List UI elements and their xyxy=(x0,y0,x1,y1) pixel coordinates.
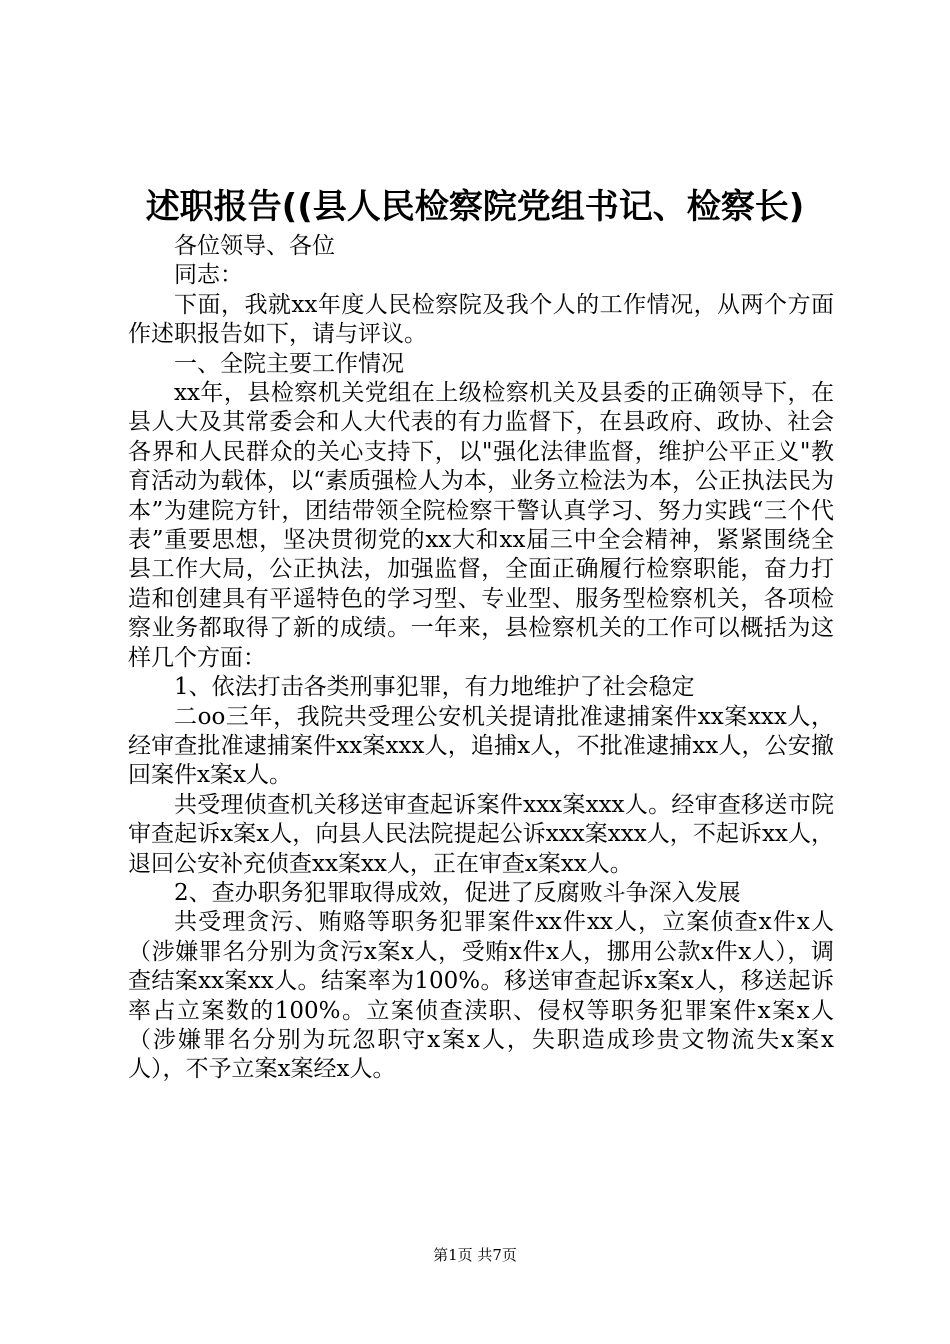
body-paragraph: xx年，县检察机关党组在上级检察机关及县委的正确领导下，在县人大及其常委会和人大代表的有力监督下，在县政府、政协、社会各界和人民群众的关心支持下，以"强化法律监督，维护公平正义"教育活动为载体，以“素质强检人为本，业务立检法为本，公正执法民为本”为建院方针，团结带领全院检察干警认真学习、努力实践“三个代表”重要思想，坚决贯彻党的xx大和xx届三中全会精神，紧紧围绕全县工作大局，公正执法，加强监督，全面正确履行检察职能，奋力打造和创建具有平遥特色的学习型、专业型、服务型检察机关，各项检察业务都取得了新的成绩。一年来，县检察机关的工作可以概括为这样几个方面： xyxy=(128,380,834,671)
document-body xyxy=(128,232,834,1085)
page-footer: 第1页 共7页 xyxy=(433,1246,517,1264)
body-paragraph: 共受理侦查机关移送审查起诉案件xxx案xxx人。经审查移送市院审查起诉x案x人，向县人民法院提起公诉xxx案xxx人，不起诉xx人，退回公安补充侦查xx案xx人，正在审查x案xx人。 xyxy=(128,791,834,877)
body-paragraph: 下面，我就xx年度人民检察院及我个人的工作情况，从两个方面作述职报告如下，请与评议。 xyxy=(128,291,834,348)
subsection-heading: 1、依法打击各类刑事犯罪，有力地维护了社会稳定 xyxy=(174,674,695,701)
section-heading: 一、全院主要工作情况 xyxy=(174,350,404,377)
document-title: 述职报告((县人民检察院党组书记、检察长) xyxy=(145,187,805,227)
salutation-line: 同志： xyxy=(174,262,243,289)
body-paragraph: 二oo三年，我院共受理公安机关提请批准逮捕案件xx案xxx人，经审查批准逮捕案件xx案xxx人，追捕x人，不批准逮捕xx人，公安撤回案件x案x人。 xyxy=(128,703,834,789)
salutation-line: 各位领导、各位 xyxy=(174,233,335,259)
body-paragraph: 共受理贪污、贿赂等职务犯罪案件xx件xx人，立案侦查x件x人（涉嫌罪名分别为贪污x案x人，受贿x件x人，挪用公款x件x人），调查结案xx案xx人。结案率为100%。移送审查起诉x案x人，移送起诉率占立案数的100%。立案侦查渎职、侵权等职务犯罪案件x案x人（涉嫌罪名分别为玩忽职守x案x人，失职造成珍贵文物流失x案x人），不予立案x案经x人。 xyxy=(128,909,834,1083)
subsection-heading: 2、查办职务犯罪取得成效，促进了反腐败斗争深入发展 xyxy=(174,879,741,906)
